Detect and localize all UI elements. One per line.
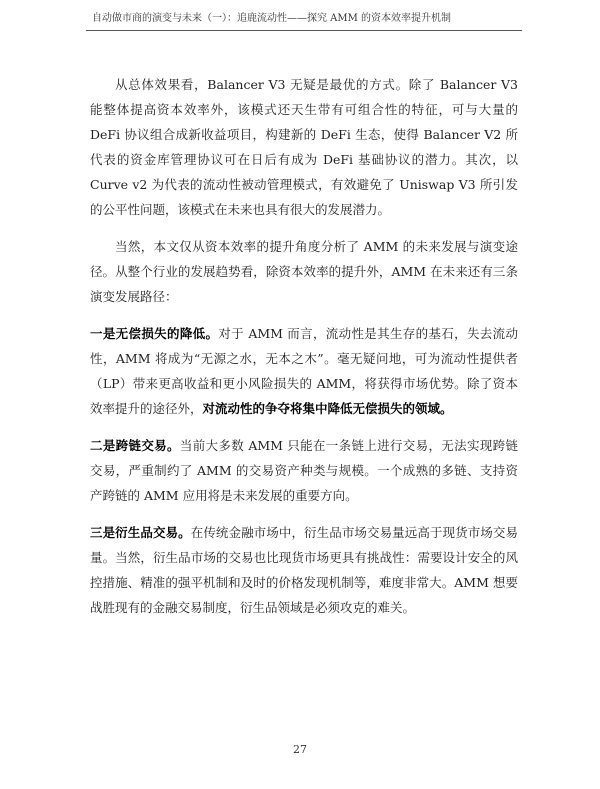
text-cross-chain: 当前大多数 AMM 只能在一条链上进行交易，无法实现跨链交易，严重制约了 AMM 的交易资产种类与规模。一个成熟的多链、支持资产跨链的 AMM 应用将是未来发展的重要方向。 <box>90 438 518 503</box>
heading-impermanent-loss: 一是无偿损失的降低。 <box>90 326 219 341</box>
paragraph-evolution-paths: 当然，本文仅从资本效率的提升角度分析了 AMM 的未来发展与演变途径。从整个行业的发展趋势看，除资本效率的提升外，AMM 在未来还有三条演变发展路径： <box>90 239 518 304</box>
text-impermanent-loss: 对于 AMM 而言，流动性是其生存的基石，失去流动性，AMM 将成为“无源之水，无本之木”。毫无疑问地，可为流动性提供者（LP）带来更高收益和更小风险损失的 AMM，将获得市场优势。除了资本效率提升的途径外， <box>90 326 518 416</box>
paragraph-gap <box>90 421 518 433</box>
text-derivatives: 在传统金融市场中，衍生品市场交易量远高于现货市场交易量。当然，衍生品市场的交易也比现货市场更具有挑战性：需要设计安全的风控措施、精准的强平机制和及时的价格发现机制等，难度非常大。AMM 想要战胜现有的金融交易制度，衍生品领域是必须攻克的难关。 <box>90 525 518 615</box>
paragraph-gap <box>90 309 518 321</box>
page-number: 27 <box>293 743 307 756</box>
paragraph-impermanent-loss <box>90 321 518 421</box>
emphasis-impermanent-loss: 对流动性的争夺将集中降低无偿损失的领域。 <box>202 401 453 416</box>
body-text <box>90 72 518 620</box>
header-rule <box>86 30 522 31</box>
running-header: 自动做市商的演变与未来（一）：追鹿流动性——探究 AMM 的资本效率提升机制 <box>92 13 452 24</box>
paragraph-gap <box>90 508 518 520</box>
paragraph-derivatives <box>90 520 518 620</box>
paragraph-cross-chain <box>90 433 518 508</box>
paragraph-gap <box>90 222 518 234</box>
heading-cross-chain: 二是跨链交易。 <box>90 438 180 453</box>
heading-derivatives: 三是衍生品交易。 <box>90 525 191 540</box>
paragraph-summary: 从总体效果看，Balancer V3 无疑是最优的方式。除了 Balancer V3 能整体提高资本效率外，该模式还天生带有可组合性的特征，可与大量的 DeFi 协议组合成新收益项目，构建新的 DeFi 生态，使得 Balancer V2 所代表的资金库管理协议可在日后有成为 DeFi 基础协议的潜力。其次，以 Curve v2 为代表的流动性被动管理模式，有效避免了 Uniswap V3 所引发的公平性问题，该模式在未来也具有很大的发展潜力。 <box>90 77 518 217</box>
